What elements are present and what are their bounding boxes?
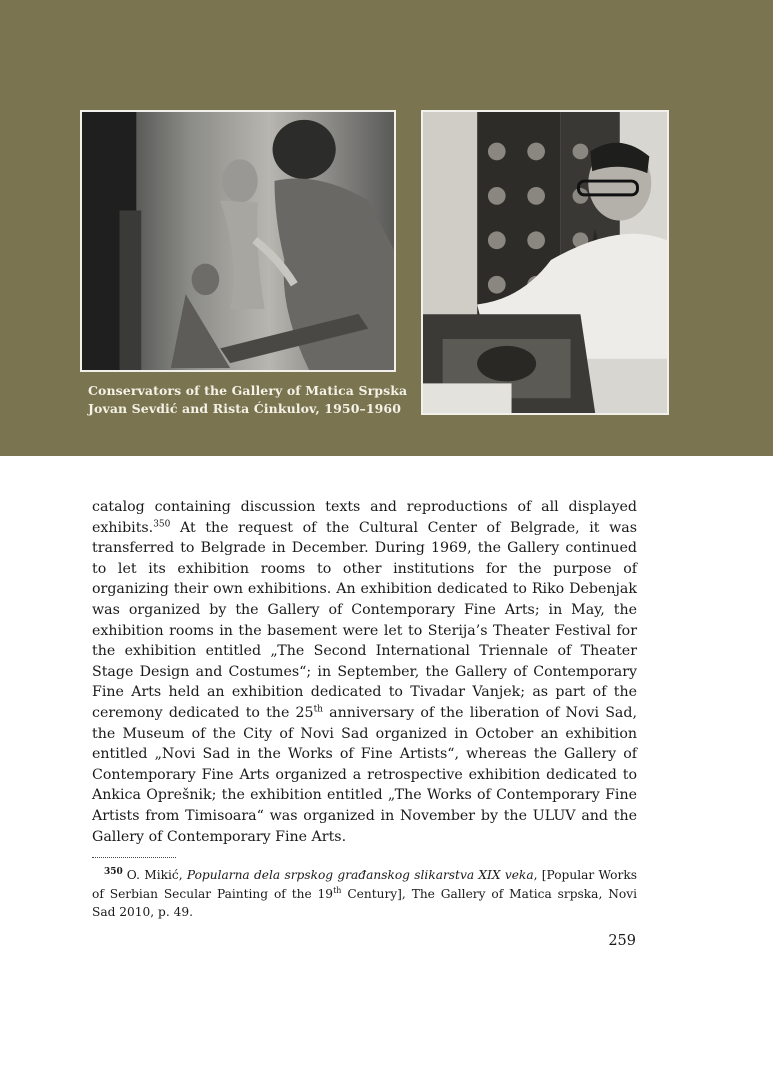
body-text-part-3: anniversary of the liberation of Novi Sad, the Museum of the City of Novi Sad organized in October an exhibition entitled „Novi Sad in the Works of Fine Artists“, whereas the Gallery of Contemporary Fine Arts organized a retrospective exhibition dedicated to Ankica Oprešnik; the exhibition entitled „The Works of Contemporary Fine Artists from Timisoara“ was organized in November by the ULUV and the Gallery of Contemporary Fine Arts. — [92, 704, 637, 845]
body-text-part-2: At the request of the Cultural Center of Belgrade, it was transferred to Belgrade in December. During 1969, the Gallery continued to let its exhibition rooms to other institutions for the purpose of organizing their own exhibitions. An exhibition dedicated to Riko Debenjak was organized by the Gallery of Contemporary Fine Arts; in May, the exhibition rooms in the basement were let to Sterija’s Theater Festival for the exhibition entitled „The Second International Triennale of Theater Stage Design and Costumes“; in September, the Gallery of Contemporary Fine Arts held an exhibition dedicated to Tivadar Vanjek; as part of the ceremony dedicated to the 25 — [92, 519, 637, 721]
body-text-part-1: catalog containing discussion texts and reproductions of all displayed exhibits. — [92, 499, 637, 536]
ordinal-suffix: th — [313, 704, 323, 715]
footnote-title: Popularna dela srpskog građanskog slikarstva XIX veka — [186, 868, 534, 882]
footnote-ordinal: th — [333, 885, 342, 895]
page-number: 259 — [608, 933, 636, 949]
footnote-separator — [92, 857, 176, 858]
footnote-author: O. Mikić, — [126, 868, 187, 882]
conservator-with-pipe-photo — [421, 110, 669, 415]
conservator-painting-photo — [80, 110, 396, 372]
footnote-rest-2: Century], The Gallery of Matica srpska, Novi Sad 2010, p. 49. — [92, 886, 637, 919]
footnote — [92, 866, 637, 922]
photo-caption — [88, 382, 408, 418]
footnote-rest-1: , [Popular Works of Serbian Secular Painting of the 19 — [92, 868, 637, 901]
caption-line-2: Jovan Sevdić and Rista Ćinkulov, 1950–1960 — [88, 401, 402, 416]
footnote-number: 350 — [104, 866, 123, 877]
caption-line-1: Conservators of the Gallery of Matica Srpska — [88, 383, 408, 398]
footnote-reference[interactable]: 350 — [153, 518, 171, 529]
body-paragraph — [92, 497, 637, 847]
